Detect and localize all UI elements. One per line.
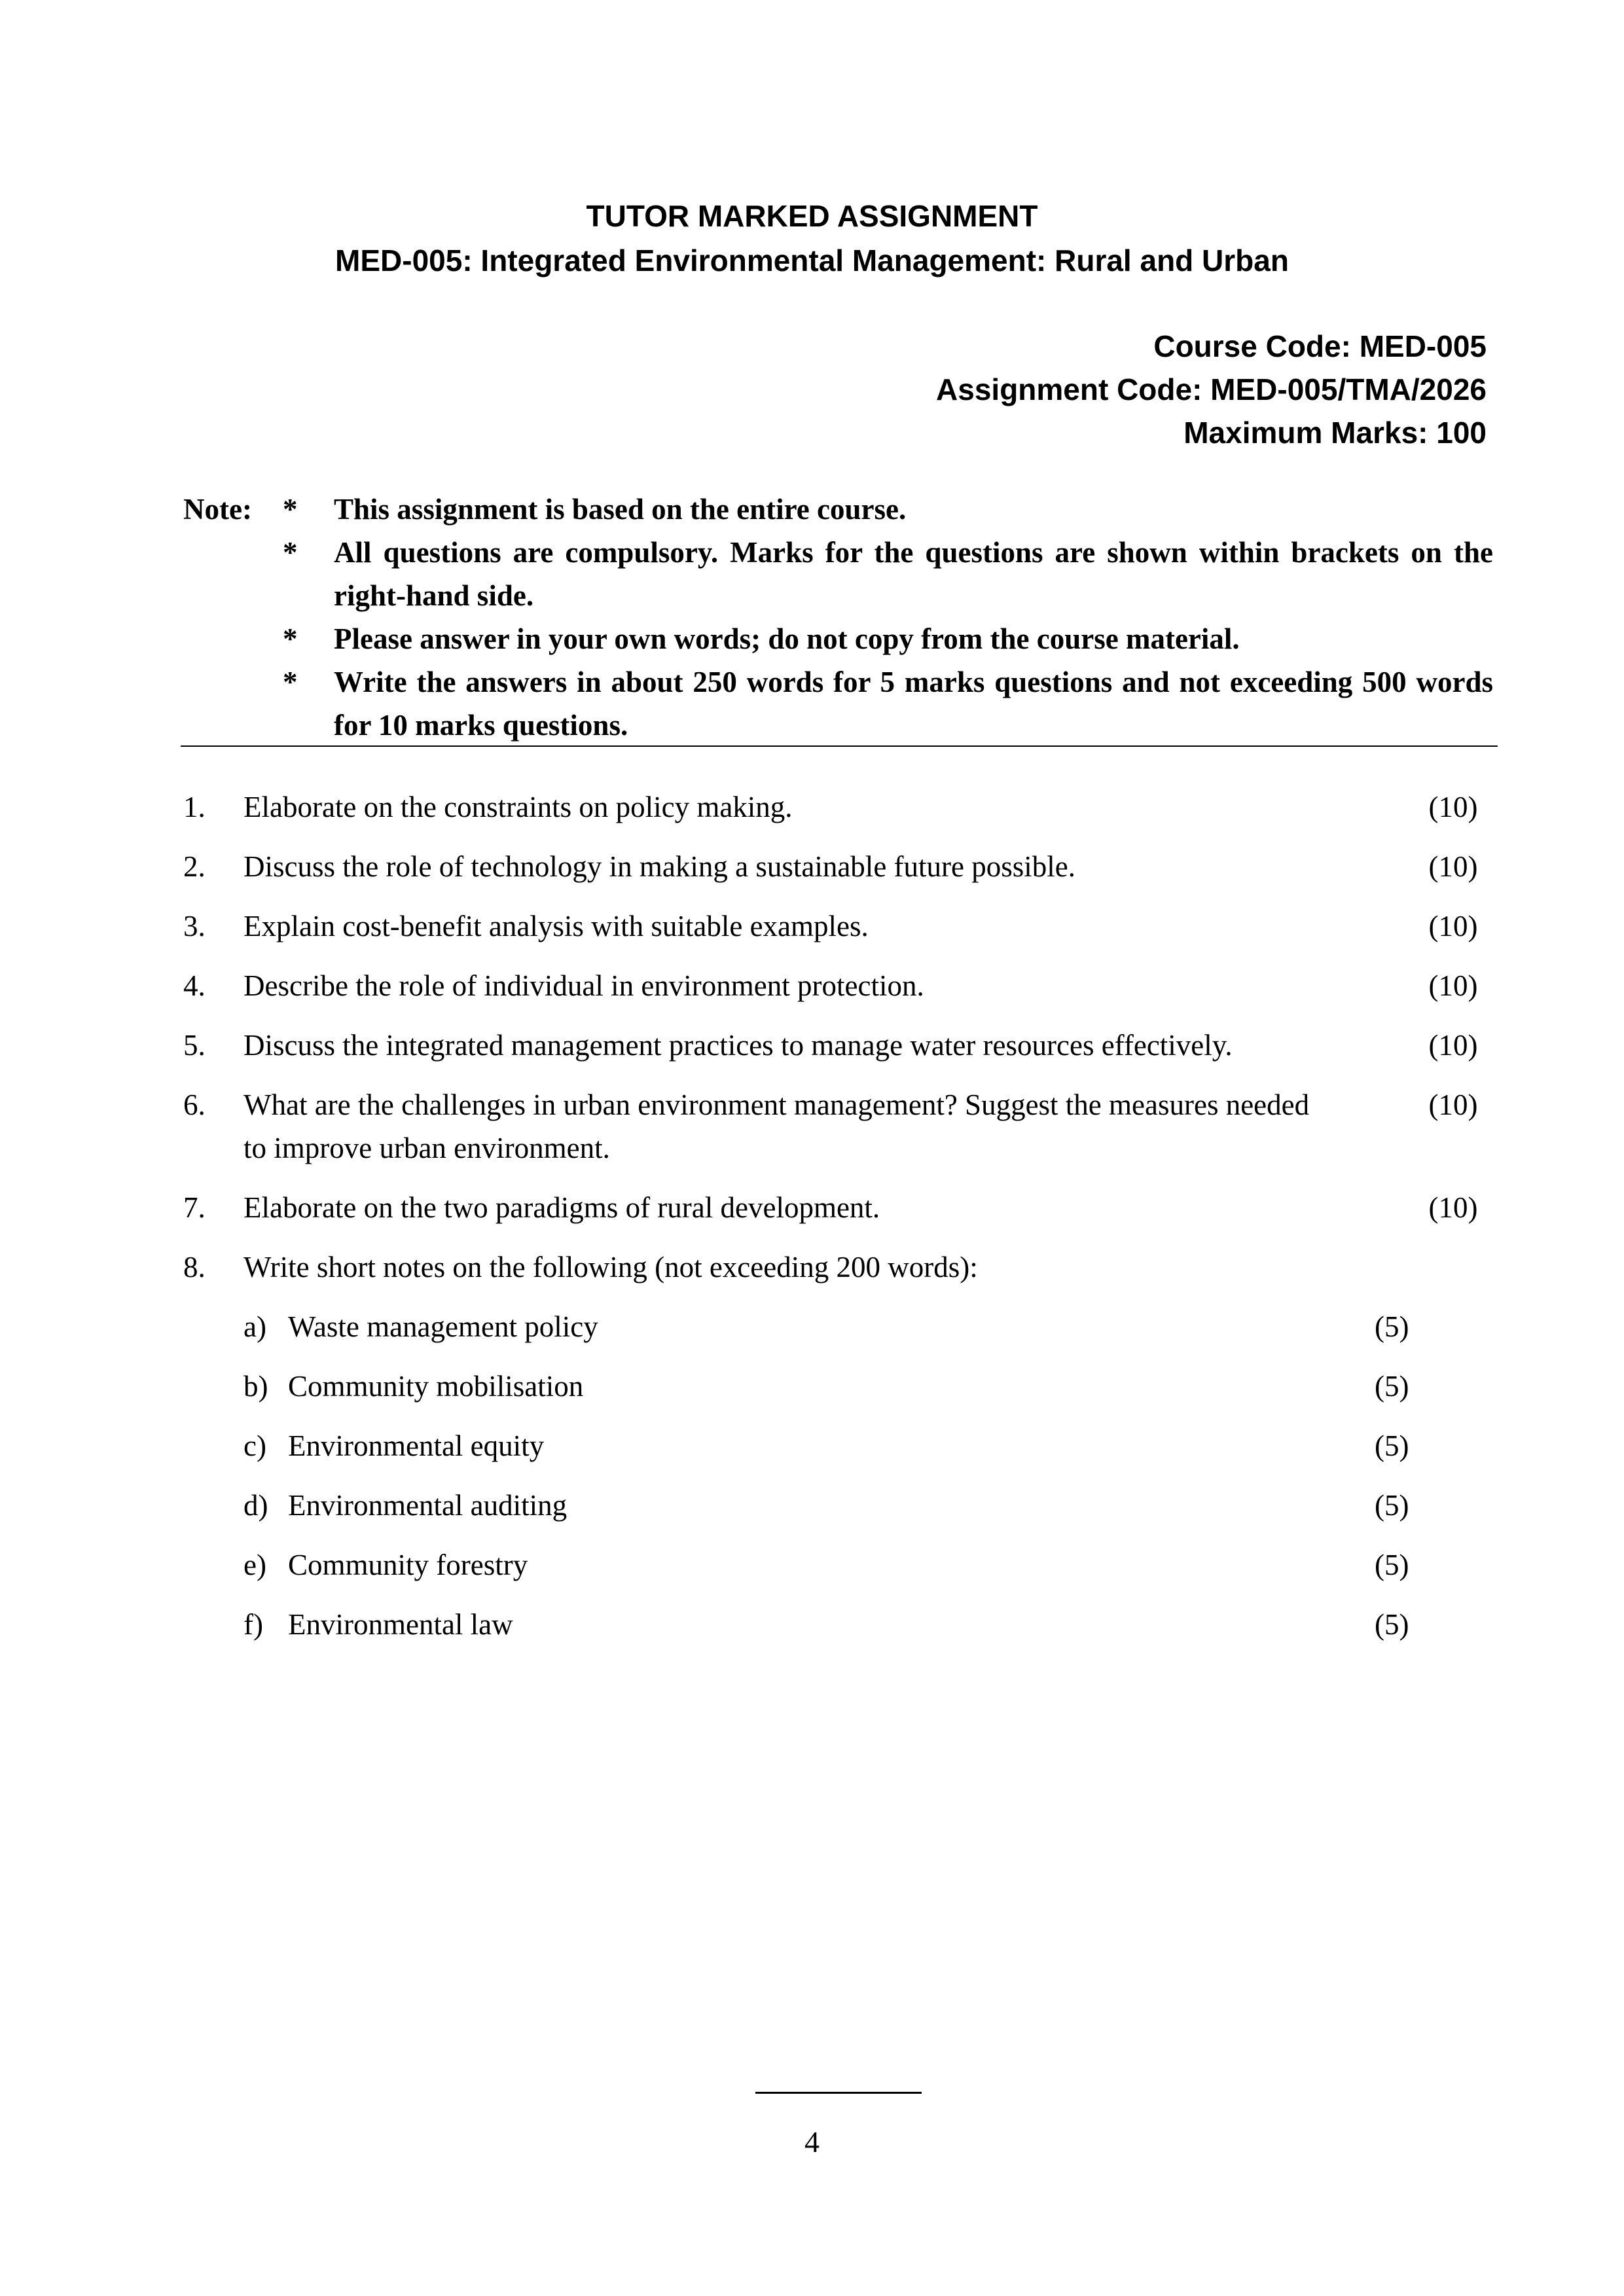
question-item [183,1186,1486,1229]
question-text: Write short notes on the following (not exceeding 200 words): [244,1251,978,1283]
note-item [183,617,1493,660]
note-label: Note: [183,493,252,526]
note-bullet: * [283,622,298,655]
question-item [183,964,1486,1007]
sub-question-marks: (5) [1375,1370,1409,1403]
sub-question-letter: b) [244,1370,268,1403]
question-marks: (10) [1428,969,1478,1002]
sub-question-letter: f) [244,1608,263,1641]
maximum-marks: Maximum Marks: 100 [1183,416,1487,450]
question-text: Elaborate on the two paradigms of rural development. [244,1191,880,1224]
note-bullet: * [283,493,298,526]
question-number: 7. [183,1191,206,1224]
question-text: What are the challenges in urban environment management? Suggest the measures needed to improve urban environment. [244,1088,1310,1164]
question-number: 5. [183,1029,206,1062]
question-item [183,905,1486,948]
note-item-text: Write the answers in about 250 words for 5 marks questions and not exceeding 500 words for 10 marks questions. [334,666,1493,742]
question-item [183,1246,1486,1289]
note-bullet: * [283,666,298,698]
sub-question-text: Waste management policy [288,1310,598,1343]
question-marks: (10) [1428,1088,1478,1121]
question-number: 8. [183,1251,206,1283]
sub-question-letter: a) [244,1310,266,1343]
sub-question-marks: (5) [1375,1310,1409,1343]
document-subtitle: MED-005: Integrated Environmental Management: Rural and Urban [335,243,1289,278]
question-marks: (10) [1428,1191,1478,1224]
question-item [183,785,1486,829]
question-item [183,1024,1486,1067]
question-list [183,785,1486,1662]
sub-question-text: Environmental equity [288,1429,545,1462]
sub-question-item [183,1365,1486,1408]
question-item [183,845,1486,888]
question-number: 2. [183,850,206,883]
question-text: Explain cost-benefit analysis with suitable examples. [244,910,869,942]
sub-question-text: Environmental auditing [288,1489,568,1522]
note-item-text: This assignment is based on the entire course. [334,493,907,526]
question-text: Discuss the role of technology in making a sustainable future possible. [244,850,1075,883]
document-header [0,194,1624,283]
note-item-text: All questions are compulsory. Marks for the questions are shown within brackets on the right-hand side. [334,536,1493,612]
note-item [183,488,1493,531]
sub-question-letter: c) [244,1429,266,1462]
question-item [183,1083,1486,1170]
question-text: Describe the role of individual in environment protection. [244,969,924,1002]
course-code: Course Code: MED-005 [1153,329,1487,363]
course-meta [936,325,1487,454]
question-number: 4. [183,969,206,1002]
sub-question-item [183,1305,1486,1348]
sub-question-marks: (5) [1375,1489,1409,1522]
note-item [183,531,1493,617]
note-section [183,488,1493,747]
footer-rule [755,2092,922,2094]
question-marks: (10) [1428,791,1478,823]
question-marks: (10) [1428,910,1478,942]
sub-question-marks: (5) [1375,1429,1409,1462]
sub-question-marks: (5) [1375,1549,1409,1581]
sub-question-text: Community forestry [288,1549,528,1581]
document-title: TUTOR MARKED ASSIGNMENT [586,199,1038,233]
page-number: 4 [804,2125,820,2159]
sub-question-item [183,1484,1486,1527]
question-marks: (10) [1428,850,1478,883]
sub-question-text: Community mobilisation [288,1370,584,1403]
note-bullet: * [283,536,298,569]
sub-question-letter: d) [244,1489,268,1522]
note-item-text: Please answer in your own words; do not copy from the course material. [334,622,1240,655]
note-item [183,660,1493,747]
sub-question-item [183,1603,1486,1646]
sub-question-letter: e) [244,1549,266,1581]
sub-question-item [183,1424,1486,1467]
question-number: 6. [183,1088,206,1121]
question-text: Elaborate on the constraints on policy making. [244,791,793,823]
question-number: 3. [183,910,206,942]
sub-question-marks: (5) [1375,1608,1409,1641]
question-number: 1. [183,791,206,823]
question-text: Discuss the integrated management practices to manage water resources effectively. [244,1029,1233,1062]
section-divider [181,745,1498,747]
sub-question-item [183,1543,1486,1587]
sub-question-text: Environmental law [288,1608,513,1641]
question-marks: (10) [1428,1029,1478,1062]
assignment-code: Assignment Code: MED-005/TMA/2026 [936,372,1487,406]
